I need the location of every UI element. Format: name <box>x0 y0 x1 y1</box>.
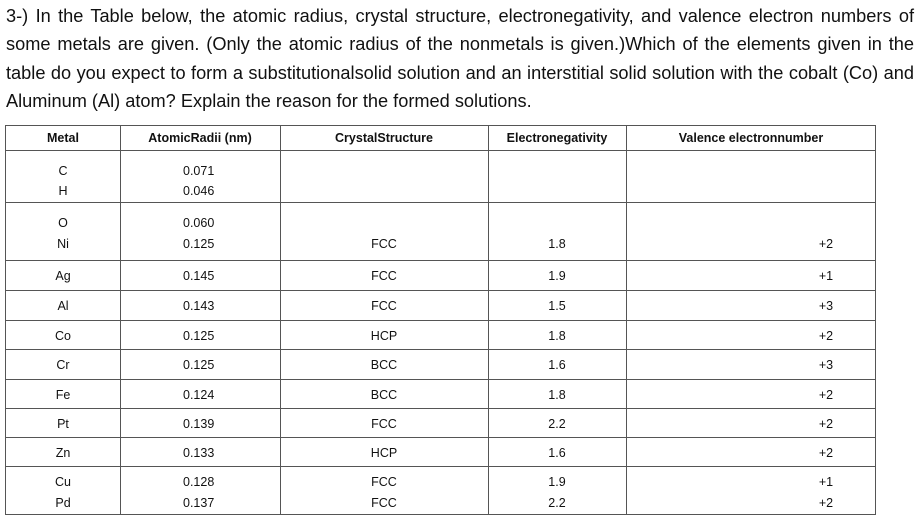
row-divider <box>6 320 875 321</box>
row-divider <box>6 260 875 261</box>
cell-electronegativity: 1.5 <box>548 299 566 313</box>
cell-metal: C <box>58 164 68 178</box>
cell-electronegativity: 2.2 <box>548 496 566 510</box>
cell-metal: Al <box>57 299 69 313</box>
cell-metal: O <box>58 216 68 230</box>
cell-metal: Pd <box>55 496 71 510</box>
cell-valence: +2 <box>818 388 834 402</box>
cell-metal: Cr <box>56 358 70 372</box>
cell-metal: Ni <box>57 237 69 251</box>
cell-metal: Ag <box>55 269 71 283</box>
header-electronegativity: Electronegativity <box>506 131 608 145</box>
row-divider <box>6 349 875 350</box>
cell-electronegativity: 1.9 <box>548 269 566 283</box>
cell-crystal-structure: FCC <box>371 237 397 251</box>
cell-electronegativity: 1.6 <box>548 358 566 372</box>
row-divider <box>6 466 875 467</box>
cell-valence: +2 <box>818 329 834 343</box>
cell-crystal-structure: FCC <box>371 417 397 431</box>
cell-crystal-structure: FCC <box>371 269 397 283</box>
cell-valence: +1 <box>818 269 834 283</box>
cell-crystal-structure: FCC <box>371 475 397 489</box>
cell-valence: +2 <box>818 237 834 251</box>
cell-atomic-radius: 0.137 <box>183 496 215 510</box>
cell-metal: Pt <box>57 417 69 431</box>
cell-atomic-radius: 0.071 <box>183 164 215 178</box>
row-divider <box>6 150 875 151</box>
cell-valence: +2 <box>818 446 834 460</box>
cell-atomic-radius: 0.128 <box>183 475 215 489</box>
row-divider <box>6 437 875 438</box>
cell-crystal-structure: FCC <box>371 496 397 510</box>
cell-valence: +3 <box>818 358 834 372</box>
cell-metal: H <box>58 184 68 198</box>
cell-electronegativity: 1.8 <box>548 388 566 402</box>
cell-atomic-radius: 0.124 <box>183 388 215 402</box>
header-atomic-radii: AtomicRadii (nm) <box>148 131 252 145</box>
properties-table <box>5 125 876 515</box>
cell-metal: Zn <box>55 446 71 460</box>
cell-valence: +2 <box>818 496 834 510</box>
cell-metal: Co <box>55 329 71 343</box>
cell-electronegativity: 2.2 <box>548 417 566 431</box>
cell-electronegativity: 1.6 <box>548 446 566 460</box>
cell-valence: +3 <box>818 299 834 313</box>
row-divider <box>6 290 875 291</box>
cell-atomic-radius: 0.060 <box>183 216 215 230</box>
row-divider <box>6 408 875 409</box>
question-text: 3-) In the Table below, the atomic radius, crystal structure, electronegativity, and valence electron numbers of some metals are given. (Only the atomic radius of the nonmetals is given.)Which of the elements given in the table do you expect to form a substitutionalsolid solution and an interstitial solid solution with the cobalt (Co) and Aluminum (Al) atom? Explain the reason for the formed solutions. <box>6 6 914 111</box>
cell-atomic-radius: 0.125 <box>183 358 215 372</box>
cell-electronegativity: 1.8 <box>548 329 566 343</box>
cell-electronegativity: 1.9 <box>548 475 566 489</box>
cell-electronegativity: 1.8 <box>548 237 566 251</box>
header-metal: Metal <box>47 131 79 145</box>
row-divider <box>6 379 875 380</box>
cell-crystal-structure: BCC <box>370 388 398 402</box>
cell-crystal-structure: FCC <box>371 299 397 313</box>
cell-atomic-radius: 0.133 <box>183 446 215 460</box>
cell-atomic-radius: 0.125 <box>183 329 215 343</box>
cell-atomic-radius: 0.125 <box>183 237 215 251</box>
cell-atomic-radius: 0.143 <box>183 299 215 313</box>
cell-valence: +1 <box>818 475 834 489</box>
cell-atomic-radius: 0.145 <box>183 269 215 283</box>
header-valence-electron-number: Valence electronnumber <box>678 131 824 145</box>
cell-metal: Fe <box>55 388 71 402</box>
cell-metal: Cu <box>55 475 71 489</box>
cell-valence: +2 <box>818 417 834 431</box>
cell-crystal-structure: HCP <box>370 329 398 343</box>
cell-atomic-radius: 0.139 <box>183 417 215 431</box>
cell-atomic-radius: 0.046 <box>183 184 215 198</box>
row-divider <box>6 202 875 203</box>
cell-crystal-structure: BCC <box>370 358 398 372</box>
cell-crystal-structure: HCP <box>370 446 398 460</box>
header-crystal-structure: CrystalStructure <box>335 131 433 145</box>
